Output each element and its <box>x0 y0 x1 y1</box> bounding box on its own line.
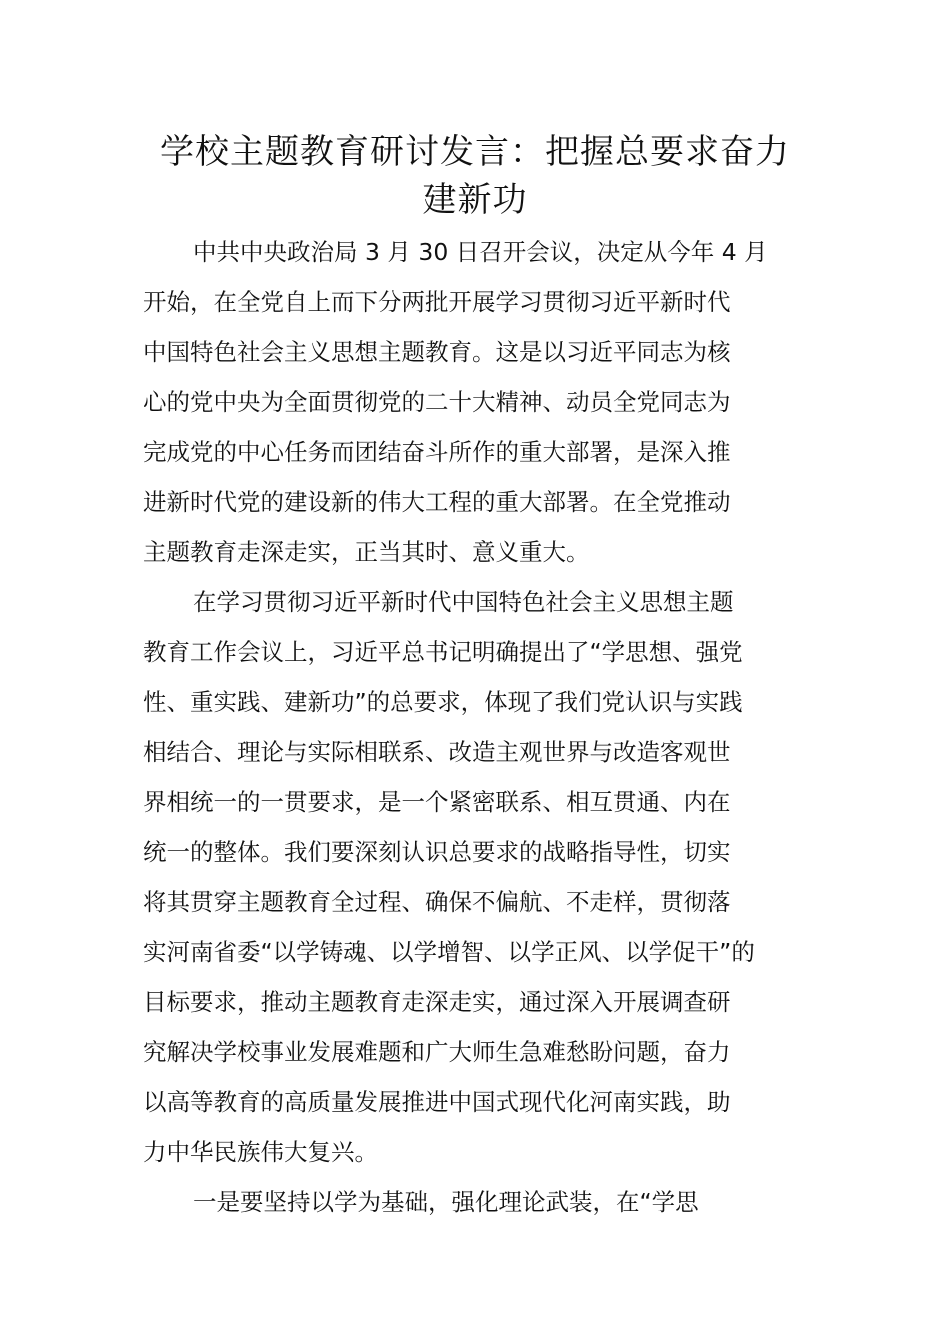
title-line: 建新功 <box>422 180 528 220</box>
text-line: 中国特色社会主义思想主题教育。这是以习近平同志为核 <box>143 338 731 366</box>
text-line: 在学习贯彻习近平新时代中国特色社会主义思想主题 <box>193 588 734 616</box>
text-line: 性、重实践、建新功”的总要求，体现了我们党认识与实践 <box>143 688 743 716</box>
text-line: 将其贯穿主题教育全过程、确保不偏航、不走样，贯彻落 <box>143 888 731 916</box>
text-line: 主题教育走深走实，正当其时、意义重大。 <box>143 538 590 566</box>
paragraph-3 <box>143 1177 811 1227</box>
text-line: 开始，在全党自上而下分两批开展学习贯彻习近平新时代 <box>143 288 731 316</box>
text-line: 教育工作会议上，习近平总书记明确提出了“学思想、强党 <box>143 638 743 666</box>
text-line: 完成党的中心任务而团结奋斗所作的重大部署，是深入推 <box>143 438 731 466</box>
text-line: 相结合、理论与实际相联系、改造主观世界与改造客观世 <box>143 738 731 766</box>
text-line: 心的党中央为全面贯彻党的二十大精神、动员全党同志为 <box>143 388 731 416</box>
document-title <box>140 128 810 224</box>
text-line: 目标要求，推动主题教育走深走实，通过深入开展调查研 <box>143 988 731 1016</box>
text-line: 力中华民族伟大复兴。 <box>143 1138 378 1166</box>
text-line: 界相统一的一贯要求，是一个紧密联系、相互贯通、内在 <box>143 788 731 816</box>
title-line: 学校主题教育研讨发言：把握总要求奋力 <box>160 132 790 172</box>
text-line: 进新时代党的建设新的伟大工程的重大部署。在全党推动 <box>143 488 731 516</box>
text-line: 统一的整体。我们要深刻认识总要求的战略指导性，切实 <box>143 838 731 866</box>
text-line: 中共中央政治局 3 月 30 日召开会议，决定从今年 4 月 <box>193 238 768 266</box>
text-line: 以高等教育的高质量发展推进中国式现代化河南实践，助 <box>143 1088 731 1116</box>
document-body <box>143 227 811 1227</box>
paragraph-2 <box>143 577 811 1177</box>
text-line: 究解决学校事业发展难题和广大师生急难愁盼问题，奋力 <box>143 1038 731 1066</box>
text-line: 实河南省委“以学铸魂、以学增智、以学正风、以学促干”的 <box>143 938 755 966</box>
text-line: 一是要坚持以学为基础，强化理论武装，在“学思 <box>193 1188 699 1216</box>
paragraph-1 <box>143 227 811 577</box>
